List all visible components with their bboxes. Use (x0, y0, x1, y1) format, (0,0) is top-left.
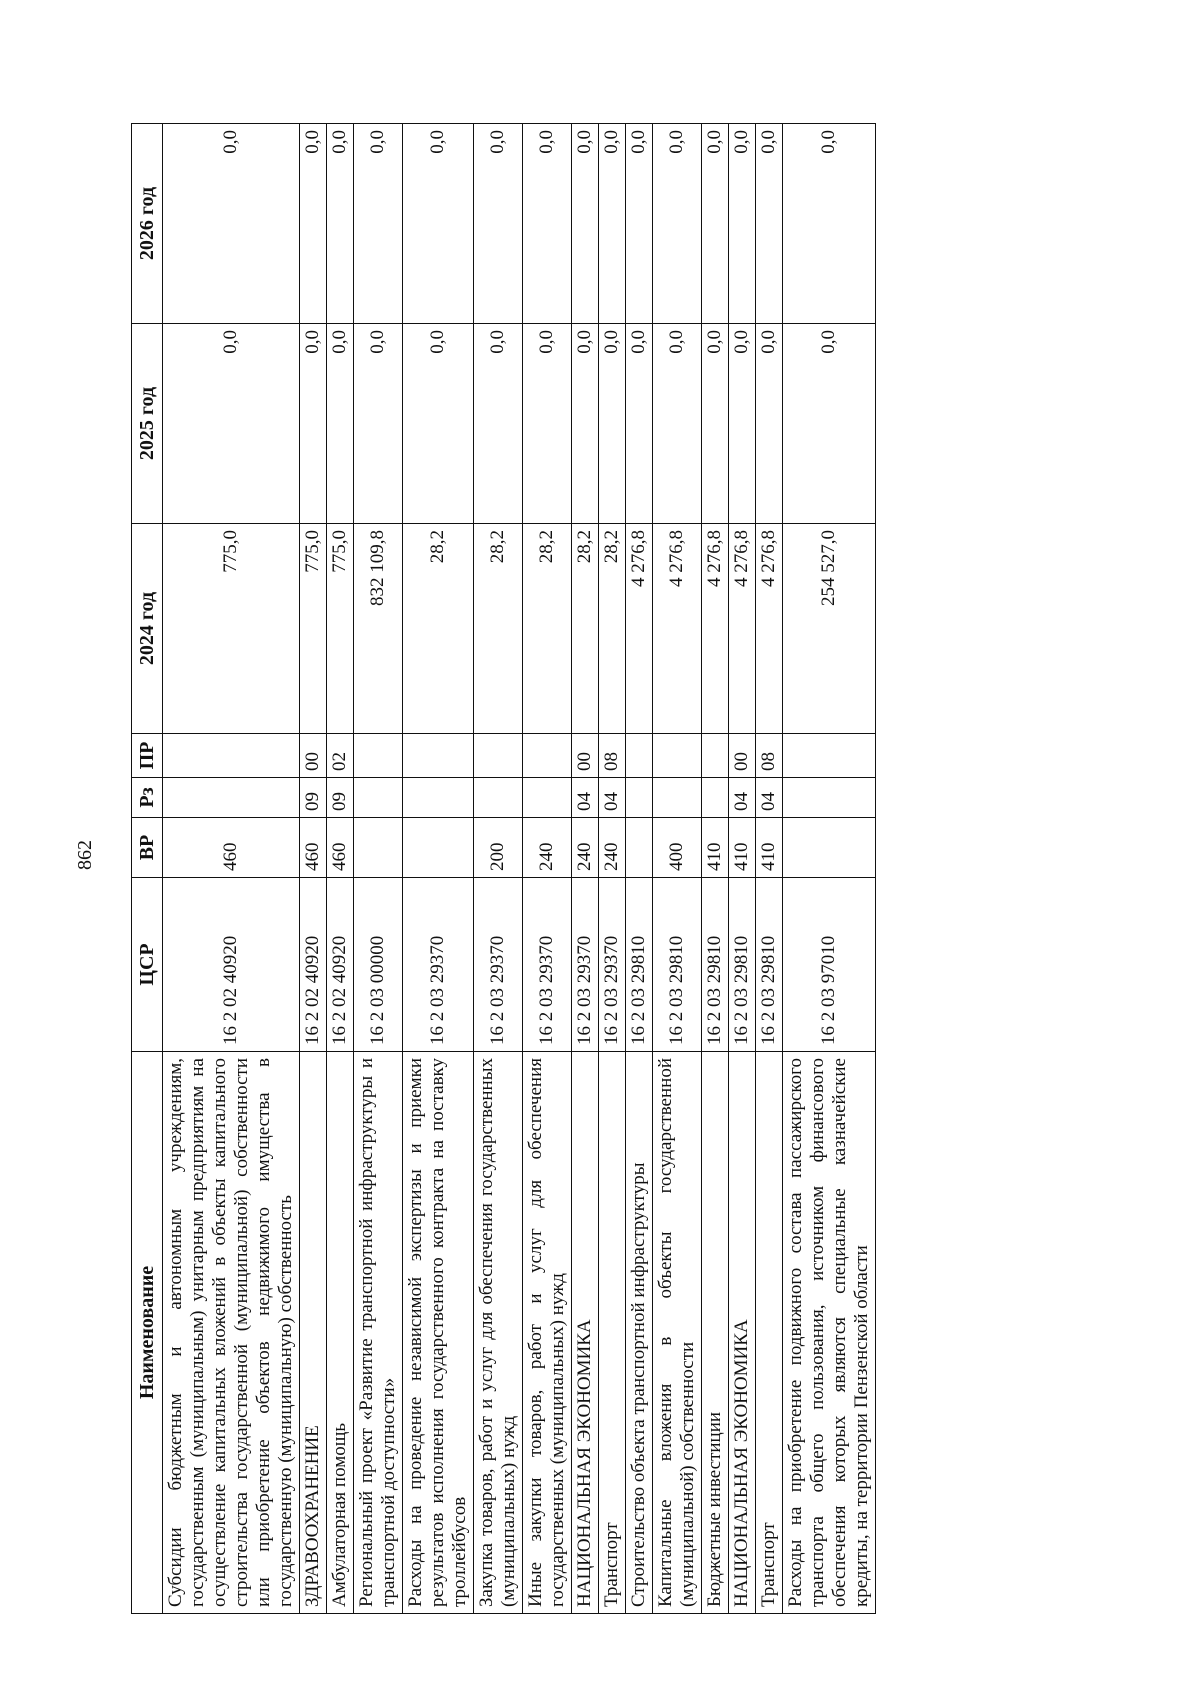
header-2024: 2024 год (132, 524, 163, 734)
cell-csr: 16 2 03 29810 (702, 878, 729, 1052)
table-container (131, 124, 1051, 1614)
cell-vr (626, 818, 653, 878)
cell-2024: 28,2 (599, 524, 626, 734)
cell-name: Иные закупки товаров, работ и услуг для обеспечения государственных (муниципальных) нужд (523, 1052, 572, 1614)
table-row (354, 124, 403, 1614)
cell-2026: 0,0 (626, 124, 653, 324)
cell-2025: 0,0 (354, 324, 403, 524)
cell-2024: 4 276,8 (626, 524, 653, 734)
cell-vr: 240 (572, 818, 599, 878)
table-row (327, 124, 354, 1614)
table-row (702, 124, 729, 1614)
table-row (474, 124, 523, 1614)
cell-2025: 0,0 (163, 324, 300, 524)
cell-pr: 00 (729, 734, 756, 778)
cell-pr (653, 734, 702, 778)
cell-rz (354, 778, 403, 818)
table-row (729, 124, 756, 1614)
cell-2024: 4 276,8 (653, 524, 702, 734)
cell-csr: 16 2 03 29370 (523, 878, 572, 1052)
rotated-table-wrapper (131, 124, 1051, 1614)
cell-2024: 28,2 (474, 524, 523, 734)
cell-2024: 832 109,8 (354, 524, 403, 734)
cell-vr: 460 (300, 818, 327, 878)
cell-2026: 0,0 (163, 124, 300, 324)
cell-pr: 00 (572, 734, 599, 778)
cell-2025: 0,0 (702, 324, 729, 524)
cell-2026: 0,0 (474, 124, 523, 324)
cell-rz: 04 (756, 778, 783, 818)
header-vr: ВР (132, 818, 163, 878)
cell-name: Капитальные вложения в объекты государственной (муниципальной) собственности (653, 1052, 702, 1614)
cell-2024: 28,2 (403, 524, 474, 734)
cell-pr (403, 734, 474, 778)
table-row (523, 124, 572, 1614)
cell-2024: 775,0 (327, 524, 354, 734)
cell-vr (403, 818, 474, 878)
cell-name: НАЦИОНАЛЬНАЯ ЭКОНОМИКА (729, 1052, 756, 1614)
cell-pr (474, 734, 523, 778)
table-header-row (132, 124, 163, 1614)
cell-vr (783, 818, 876, 878)
cell-csr: 16 2 03 29370 (599, 878, 626, 1052)
table-row (653, 124, 702, 1614)
cell-pr: 00 (300, 734, 327, 778)
cell-2026: 0,0 (572, 124, 599, 324)
table-row (300, 124, 327, 1614)
cell-2026: 0,0 (354, 124, 403, 324)
cell-name: ЗДРАВООХРАНЕНИЕ (300, 1052, 327, 1614)
cell-name: Транспорт (756, 1052, 783, 1614)
cell-csr: 16 2 03 29370 (474, 878, 523, 1052)
table-row (163, 124, 300, 1614)
cell-2025: 0,0 (653, 324, 702, 524)
cell-pr (783, 734, 876, 778)
cell-vr: 410 (702, 818, 729, 878)
cell-rz (403, 778, 474, 818)
cell-2025: 0,0 (523, 324, 572, 524)
header-rz: Рз (132, 778, 163, 818)
table-row (572, 124, 599, 1614)
cell-2025: 0,0 (403, 324, 474, 524)
cell-rz: 04 (572, 778, 599, 818)
table-row (403, 124, 474, 1614)
header-2025: 2025 год (132, 324, 163, 524)
cell-pr: 02 (327, 734, 354, 778)
cell-vr: 460 (327, 818, 354, 878)
header-2026: 2026 год (132, 124, 163, 324)
cell-2024: 28,2 (572, 524, 599, 734)
budget-table (131, 123, 876, 1614)
cell-pr (523, 734, 572, 778)
cell-rz: 04 (729, 778, 756, 818)
cell-2026: 0,0 (729, 124, 756, 324)
table-body (163, 124, 876, 1614)
table-row (626, 124, 653, 1614)
cell-2026: 0,0 (599, 124, 626, 324)
cell-rz (523, 778, 572, 818)
cell-rz (653, 778, 702, 818)
cell-vr: 410 (729, 818, 756, 878)
cell-vr: 240 (523, 818, 572, 878)
cell-2026: 0,0 (756, 124, 783, 324)
cell-rz: 04 (599, 778, 626, 818)
cell-vr: 240 (599, 818, 626, 878)
cell-pr (702, 734, 729, 778)
cell-2026: 0,0 (403, 124, 474, 324)
cell-csr: 16 2 03 29370 (572, 878, 599, 1052)
cell-rz (474, 778, 523, 818)
cell-2025: 0,0 (474, 324, 523, 524)
cell-2026: 0,0 (300, 124, 327, 324)
cell-csr: 16 2 03 29810 (653, 878, 702, 1052)
cell-rz: 09 (300, 778, 327, 818)
page-number: 862 (74, 840, 96, 870)
cell-2025: 0,0 (756, 324, 783, 524)
cell-pr (354, 734, 403, 778)
cell-vr: 460 (163, 818, 300, 878)
cell-2024: 4 276,8 (756, 524, 783, 734)
cell-2026: 0,0 (702, 124, 729, 324)
cell-vr: 410 (756, 818, 783, 878)
cell-csr: 16 2 03 29810 (626, 878, 653, 1052)
cell-name: Региональный проект «Развитие транспортной инфраструктуры и транспортной доступности» (354, 1052, 403, 1614)
cell-2026: 0,0 (327, 124, 354, 324)
cell-csr: 16 2 03 00000 (354, 878, 403, 1052)
cell-2024: 4 276,8 (729, 524, 756, 734)
cell-2024: 4 276,8 (702, 524, 729, 734)
cell-rz (163, 778, 300, 818)
cell-name: Амбулаторная помощь (327, 1052, 354, 1614)
header-name: Наименование (132, 1052, 163, 1614)
cell-2026: 0,0 (783, 124, 876, 324)
cell-rz (626, 778, 653, 818)
cell-2025: 0,0 (572, 324, 599, 524)
cell-name: Закупка товаров, работ и услуг для обеспечения государственных (муниципальных) нужд (474, 1052, 523, 1614)
cell-2026: 0,0 (653, 124, 702, 324)
cell-csr: 16 2 02 40920 (163, 878, 300, 1052)
cell-vr (354, 818, 403, 878)
table-row (599, 124, 626, 1614)
cell-csr: 16 2 02 40920 (327, 878, 354, 1052)
cell-name: НАЦИОНАЛЬНАЯ ЭКОНОМИКА (572, 1052, 599, 1614)
cell-vr: 200 (474, 818, 523, 878)
cell-csr: 16 2 03 29370 (403, 878, 474, 1052)
cell-name: Строительство объекта транспортной инфраструктуры (626, 1052, 653, 1614)
cell-2024: 28,2 (523, 524, 572, 734)
cell-2025: 0,0 (327, 324, 354, 524)
cell-pr (626, 734, 653, 778)
cell-2025: 0,0 (300, 324, 327, 524)
cell-rz: 09 (327, 778, 354, 818)
cell-rz (783, 778, 876, 818)
cell-pr (163, 734, 300, 778)
cell-name: Бюджетные инвестиции (702, 1052, 729, 1614)
cell-name: Расходы на приобретение подвижного состава пассажирского транспорта общего пользования, источником финансового обеспечения которых являются специальные казначейские кредиты, на территории Пензенской области (783, 1052, 876, 1614)
cell-pr: 08 (599, 734, 626, 778)
cell-rz (702, 778, 729, 818)
cell-csr: 16 2 03 97010 (783, 878, 876, 1052)
cell-name: Расходы на проведение независимой экспертизы и приемки результатов исполнения государственного контракта на поставку троллейбусов (403, 1052, 474, 1614)
cell-name: Транспорт (599, 1052, 626, 1614)
header-csr: ЦСР (132, 878, 163, 1052)
cell-name: Субсидии бюджетным и автономным учреждениям, государственным (муниципальным) унитарным предприятиям на осуществление капитальных вложений в объекты капитального строительства государственной (муниципальной) собственности или приобретение объектов недвижимого имущества в государственную (муниципальную) собственность (163, 1052, 300, 1614)
cell-2024: 254 527,0 (783, 524, 876, 734)
cell-csr: 16 2 02 40920 (300, 878, 327, 1052)
table-row (783, 124, 876, 1614)
cell-2024: 775,0 (163, 524, 300, 734)
cell-2025: 0,0 (626, 324, 653, 524)
cell-2025: 0,0 (729, 324, 756, 524)
table-row (756, 124, 783, 1614)
cell-2025: 0,0 (783, 324, 876, 524)
cell-vr: 400 (653, 818, 702, 878)
cell-2026: 0,0 (523, 124, 572, 324)
cell-csr: 16 2 03 29810 (756, 878, 783, 1052)
cell-2025: 0,0 (599, 324, 626, 524)
cell-pr: 08 (756, 734, 783, 778)
header-pr: ПР (132, 734, 163, 778)
cell-csr: 16 2 03 29810 (729, 878, 756, 1052)
cell-2024: 775,0 (300, 524, 327, 734)
